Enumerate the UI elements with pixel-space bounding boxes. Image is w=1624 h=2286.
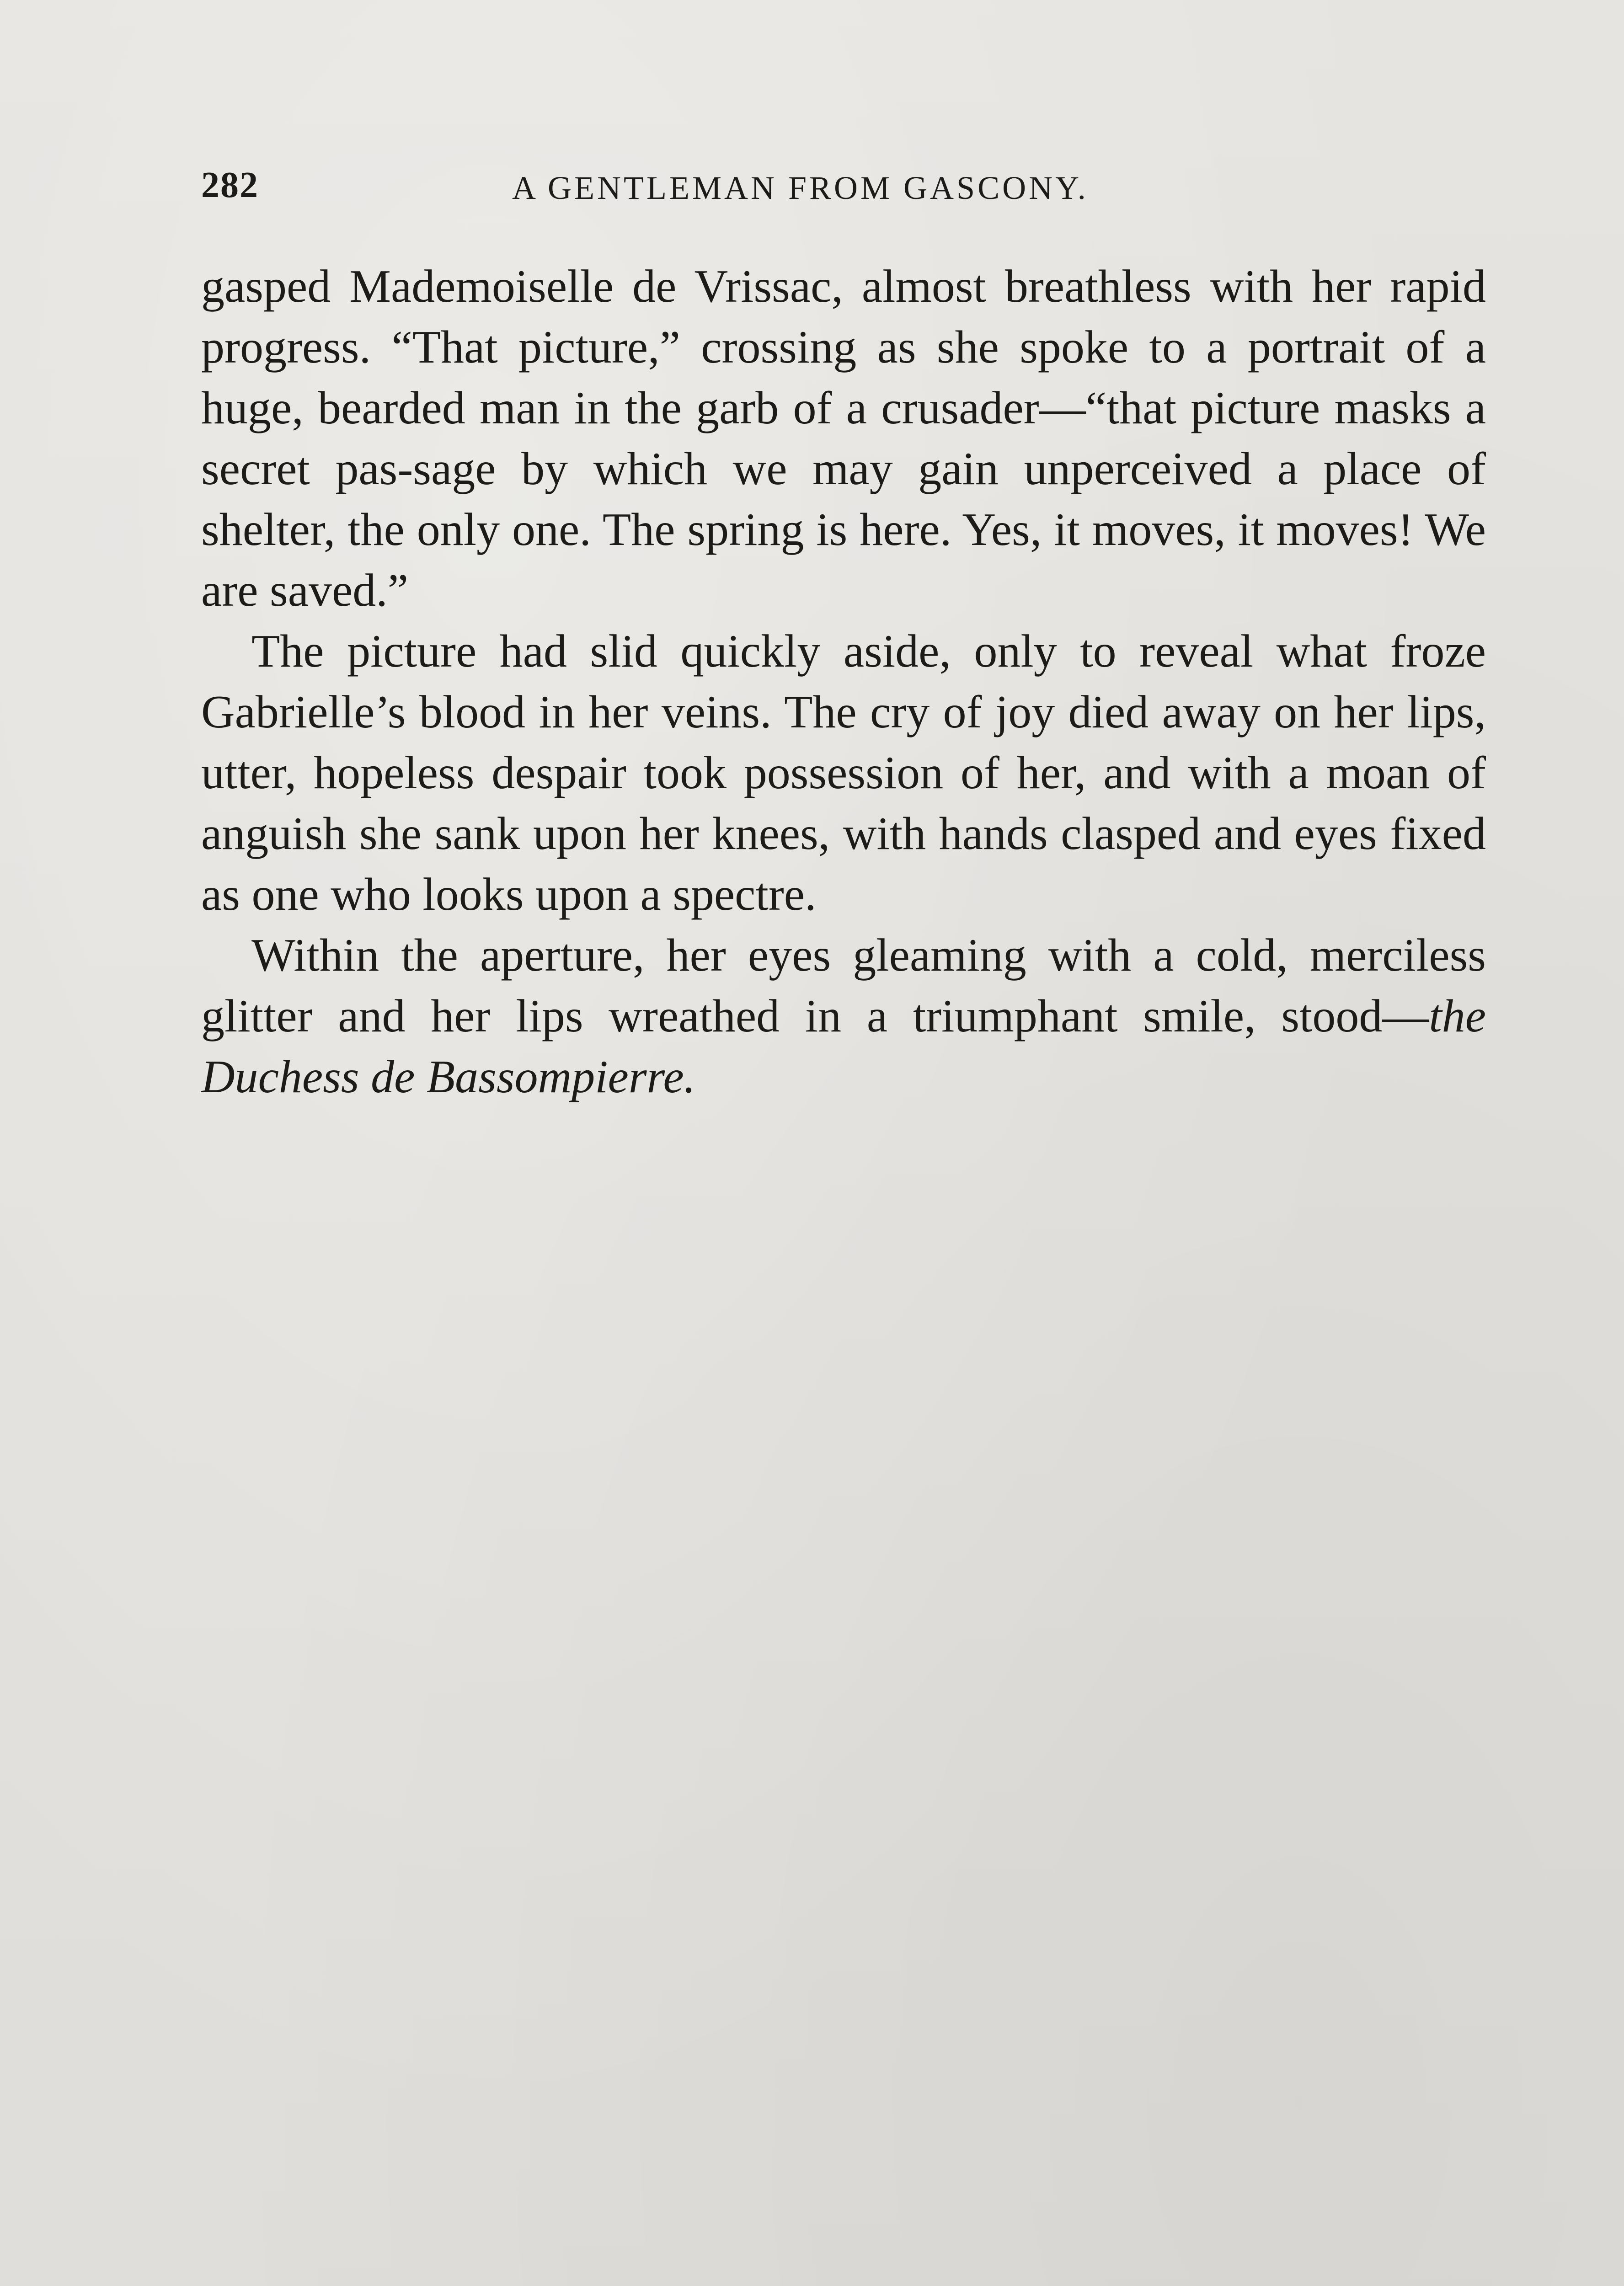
paragraph-3 [201,925,1486,1107]
paragraph-1: gasped Mademoiselle de Vrissac, almost breathless with her rapid progress. “That picture,” crossing as she spoke to a portrait of a huge, bearded man in the garb of a crusader—“that picture masks a secret pas-sage by which we may gain unperceived a place of shelter, the only one. The spring is here. Yes, it moves, it moves! We are saved.” [201,261,1486,616]
page-number: 282 [201,165,259,205]
paragraph-3-text: Within the aperture, her eyes gleaming with a cold, merciless glitter and her lips wreathed in a triumphant smile, stood— [201,929,1486,1042]
running-title: A GENTLEMAN FROM GASCONY. [512,170,1089,206]
paragraph-3-italic: the Duchess de Bassompierre. [201,990,1486,1103]
paragraph-2: The picture had slid quickly aside, only to reveal what froze Gabrielle’s blood in her veins. The cry of joy died away on her lips, utter, hopeless despair took possession of her, and with a moan of anguish she sank upon her knees, with hands clasped and eyes fixed as one who looks upon a spectre. [201,625,1486,920]
body-text [201,256,1486,1107]
running-head [201,165,1486,215]
